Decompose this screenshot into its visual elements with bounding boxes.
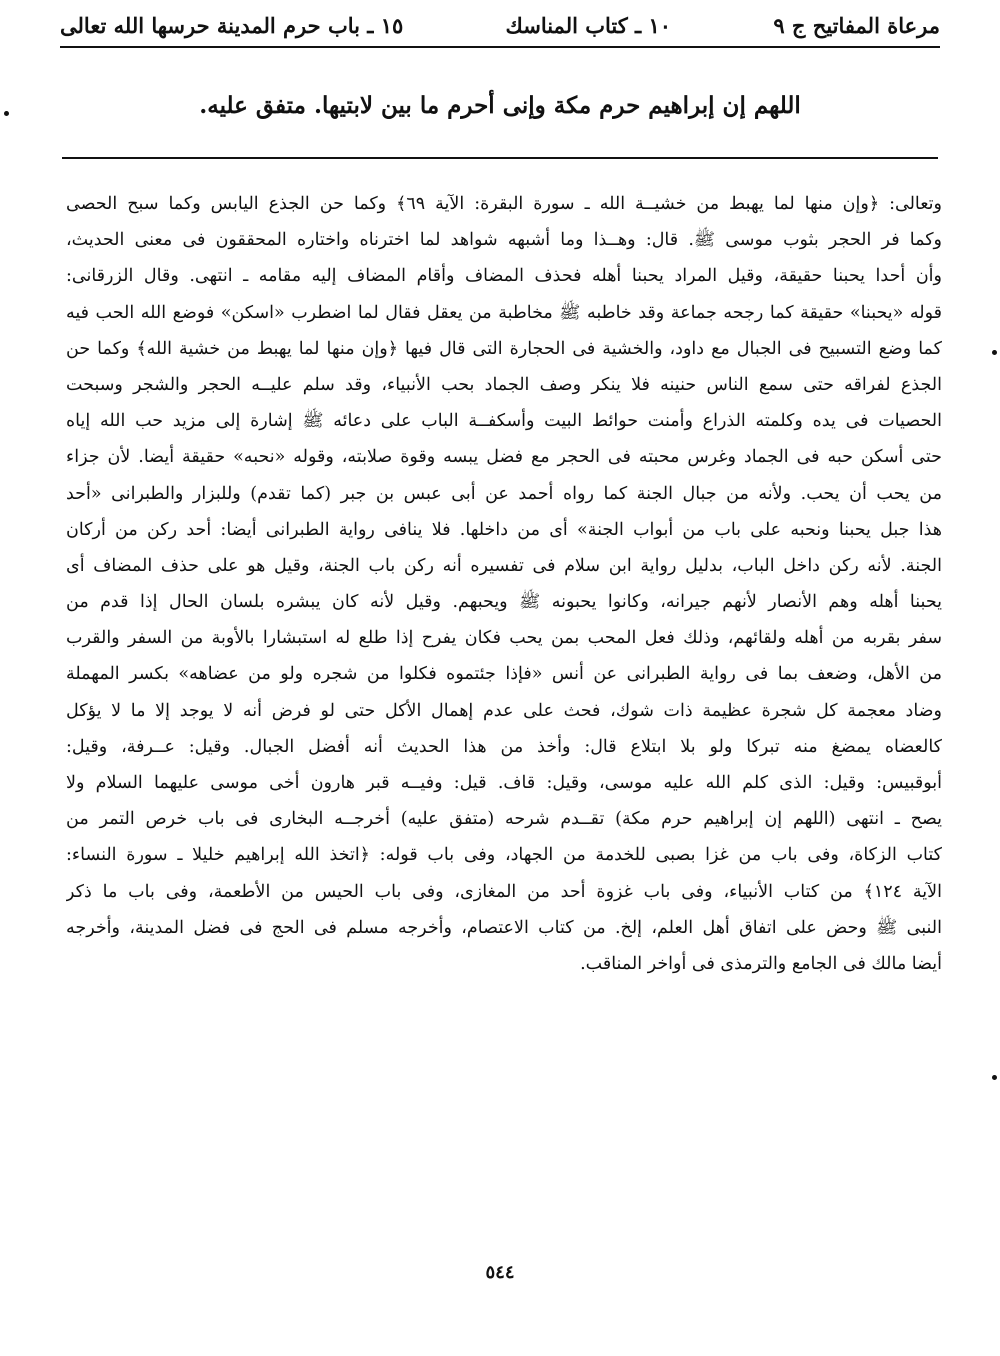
header-book-title: مرعاة المفاتيح ج ٩ [773, 12, 940, 38]
commentary-line: وضاد معجمة كل شجرة عظيمة ذات شوك، فحث على عدم إهمال الأكل حتى لو فرض أنه لا يوجد إلا ما لا يؤكل [66, 700, 942, 721]
commentary-line: كما وضع التسبيح فى الجبال مع داود، والخشية فى الحجارة التى قال فيها ﴿وإن منها لما يهبط من خشية الله﴾ وكما حن [66, 338, 942, 359]
hadith-text: اللهم إن إبراهيم حرم مكة وإنى أحرم ما بين لابتيها. متفق عليه. [199, 92, 801, 119]
margin-dot-mark [992, 350, 997, 355]
commentary-line: وتعالى: ﴿وإن منها لما يهبط من خشيــة الله ـ سورة البقرة: الآية ٦٩﴾ وكما حن الجذع اليابس وكما سبح الحصى [66, 194, 942, 214]
commentary-line: الحصيات فى يده وكلمته الذراع وأمنت حوائط البيت وأسكفــة الباب على دعائه ﷺ إشارة إلى مزيد حب الله إياه [66, 411, 942, 432]
commentary-line: من الأهل، وضعف بما فى رواية الطبرانى عن أنس «فإذا جئتموه فكلوا من شجره ولو من عضاهه» بكسر المهملة [66, 664, 942, 685]
commentary-line: كالعضاه يمضغ منه تبركا ولو بلا ابتلاع قال: وأخذ من هذا الحديث أنه أفضل الجبال. وقيل: عــرفة، وقيل: [66, 736, 942, 757]
commentary-line: من يحب أن يحب. ولأنه من جبال الجنة كما رواه أحمد عن أبى عبس بن جبر (كما تقدم) وللبزار والطبرانى «أحد [66, 483, 942, 504]
commentary-line: سفر بقربه من أهله ولقائهم، وذلك فعل المحب بمن يحب فكان يفرح إذا طلع له استبشارا بالأوبة من السفر والقرب [66, 628, 942, 649]
commentary-line: وأن أحدا يحبنا حقيقة، وقيل المراد يحبنا أهله فحذف المضاف وأقام المضاف إليه مقامه ـ انتهى. وقال الزرقانى: [66, 266, 942, 287]
commentary-text [66, 186, 942, 982]
header-section: ١٥ ـ باب حرم المدينة حرسها الله تعالى [60, 12, 404, 38]
divider-line [62, 157, 938, 159]
commentary-line: هذا جبل يحبنا ونحبه على باب من أبواب الجنة» أى من داخلها. فلا ينافى رواية الطبرانى أيضا: أحد ركن من أركان [66, 519, 942, 540]
commentary-line: يصح ـ انتهى (اللهم إن إبراهيم حرم مكة) تقــدم شرحه (متفق عليه) أخرجــه البخارى فى باب خرص التمر من [66, 809, 942, 830]
commentary-line: يحبنا أهله وهم الأنصار لأنهم جيرانه، وكانوا يحبونه ﷺ ويحبهم. وقيل لأنه كان يبشره بلسان الحال إذا قدم من [66, 592, 942, 613]
commentary-line: حتى أسكن حبه فى الجماد وغرس محبته فى الحجر مع فضل يبسه وقوة صلابته، وقوله «نحبه» حقيقة أيضا. لأن جزاء [66, 447, 942, 468]
commentary-line: وكما فر الحجر بثوب موسى ﷺ. قال: وهــذا وما أشبهه شواهد لما اخترناه واختاره المحققون فى معنى الحديث، [66, 230, 942, 251]
margin-dot-mark [992, 1075, 997, 1080]
commentary-line: النبى ﷺ وحض على اتفاق أهل العلم، إلخ. من كتاب الاعتصام، وأخرجه مسلم فى الحج فى فضل المدينة، وأخرجه [66, 917, 942, 938]
commentary-line: أبوقبيس: وقيل: الذى كلم الله عليه موسى، وقيل: قاف. قيل: وفيــه قبر هارون أخى موسى عليهما السلام ولا [66, 773, 942, 793]
commentary-line: قوله «يحبنا» حقيقة كما رجحه جماعة وقد خاطبه ﷺ مخاطبة من يعقل فقال لما اضطرب «اسكن» فوضع الله الحب فيه [66, 302, 942, 323]
commentary-line: كتاب الزكاة، وفى باب من غزا بصبى للخدمة من الجهاد، وفى باب قوله: ﴿اتخذ الله إبراهيم خليلا ـ سورة النساء: [66, 845, 942, 866]
page-number: ٥٤٤ [485, 1262, 515, 1283]
commentary-line: الآية ١٢٤﴾ من كتاب الأنبياء، وفى باب غزوة أحد من المغازى، وفى باب الحيس من الأطعمة، وفى باب ما ذكر [66, 881, 942, 902]
margin-dot-mark [4, 111, 9, 116]
commentary-line: الجنة. لأنه ركن داخل الباب، بدليل رواية ابن سلام فى تفسيره أنه ركن باب الجنة، وقيل هو على حذف المضاف أى [66, 555, 942, 576]
running-header [60, 8, 940, 48]
commentary-line: أيضا مالك فى الجامع والترمذى فى أواخر المناقب. [580, 953, 942, 974]
header-chapter: ١٠ ـ كتاب المناسك [505, 12, 672, 38]
commentary-line: الجذع لفراقه حتى سمع الناس حنينه فلا ينكر وصف الجماد بحب الأنبياء، وقد سلم عليــه الحجر والشجر وسبحت [66, 374, 942, 395]
